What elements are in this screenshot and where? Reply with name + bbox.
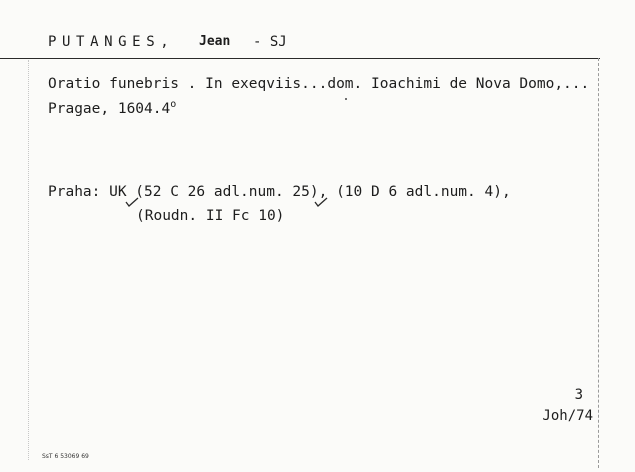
location-line: Praha: UK (52 C 26 adl.num. 25), (10 D 6 adl.num. 4),: [48, 184, 511, 200]
author-order: - SJ: [253, 34, 287, 50]
checkmark-icon: [124, 196, 140, 208]
degree-superscript: o: [170, 99, 177, 110]
left-margin-rule: [28, 60, 29, 460]
imprint-text: Pragae, 1604.4: [48, 101, 171, 117]
printer-code: SsT 6 53069 69: [42, 453, 89, 460]
cataloguer-initials: Joh/74: [542, 408, 593, 424]
copy-count: 3: [574, 387, 583, 403]
location-alt-line: (Roudn. II Fc 10): [136, 208, 285, 224]
author-given-name: Jean: [199, 34, 231, 49]
ink-speck: [345, 98, 347, 100]
author-surname: PUTANGES,: [48, 34, 175, 50]
title-line: Oratio funebris . In exeqviis...dom. Ioachimi de Nova Domo,...: [48, 76, 590, 92]
right-margin-rule: [598, 58, 599, 468]
checkmark-icon: [313, 196, 329, 208]
imprint-line: [48, 101, 176, 117]
heading-rule: [0, 58, 600, 59]
